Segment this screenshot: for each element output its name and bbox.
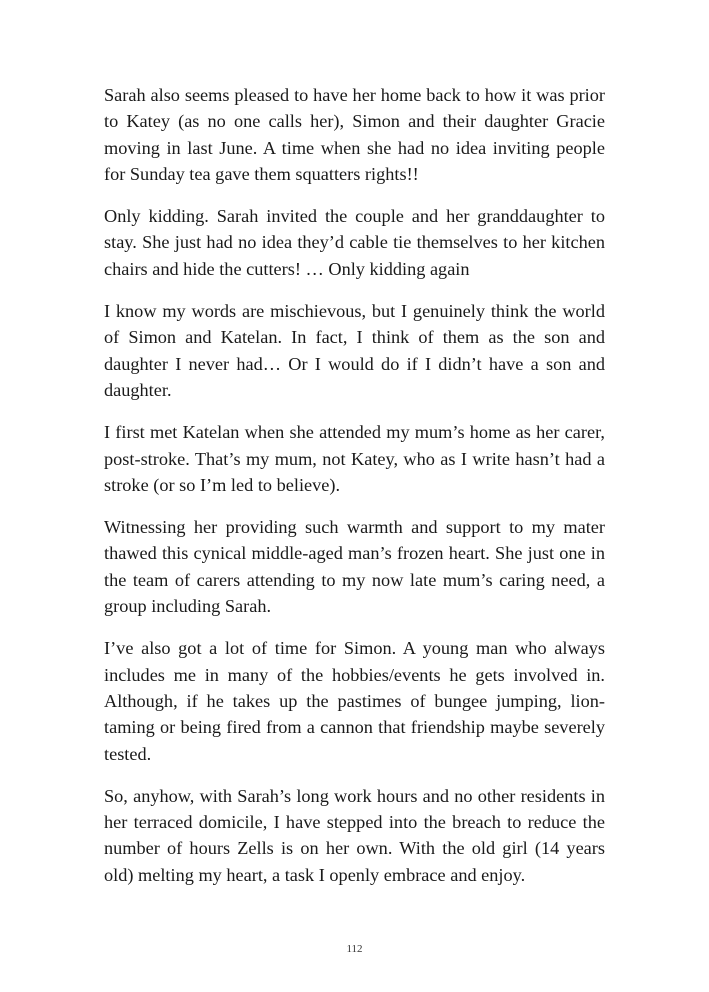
paragraph: I know my words are mischievous, but I genuinely think the world of Simon and Katelan. In fact, I think of them as the son and daughter I never had… Or I would do if I didn’t have a son and daughter.: [104, 301, 605, 400]
paragraph: Sarah also seems pleased to have her home back to how it was prior to Katey (as no one calls her), Simon and their daughter Gracie moving in last June. A time when she had no idea inviting people for Sunday tea gave them squatters rights!!: [104, 85, 605, 184]
page-body: [104, 82, 605, 904]
page-number: 112: [346, 943, 363, 955]
paragraph: So, anyhow, with Sarah’s long work hours and no other residents in her terraced domicile, I have stepped into the breach to reduce the number of hours Zells is on her own. With the old girl (14 years old) melting my heart, a task I openly embrace and enjoy.: [104, 785, 605, 885]
paragraph: I first met Katelan when she attended my mum’s home as her carer, post-stroke. That’s my mum, not Katey, who as I write hasn’t had a stroke (or so I’m led to believe).: [104, 422, 605, 495]
paragraph: Only kidding. Sarah invited the couple and her granddaughter to stay. She just had no idea they’d cable tie themselves to her kitchen chairs and hide the cutters! … Only kidding again: [104, 206, 605, 279]
paragraph: I’ve also got a lot of time for Simon. A young man who always includes me in many of the hobbies/events he gets involved in. Although, if he takes up the pastimes of bungee jumping, lion-taming or being fired from a cannon that friendship maybe severely tested.: [104, 638, 605, 764]
paragraph: Witnessing her providing such warmth and support to my mater thawed this cynical middle-aged man’s frozen heart. She just one in the team of carers attending to my now late mum’s caring need, a group including Sarah.: [104, 517, 605, 617]
